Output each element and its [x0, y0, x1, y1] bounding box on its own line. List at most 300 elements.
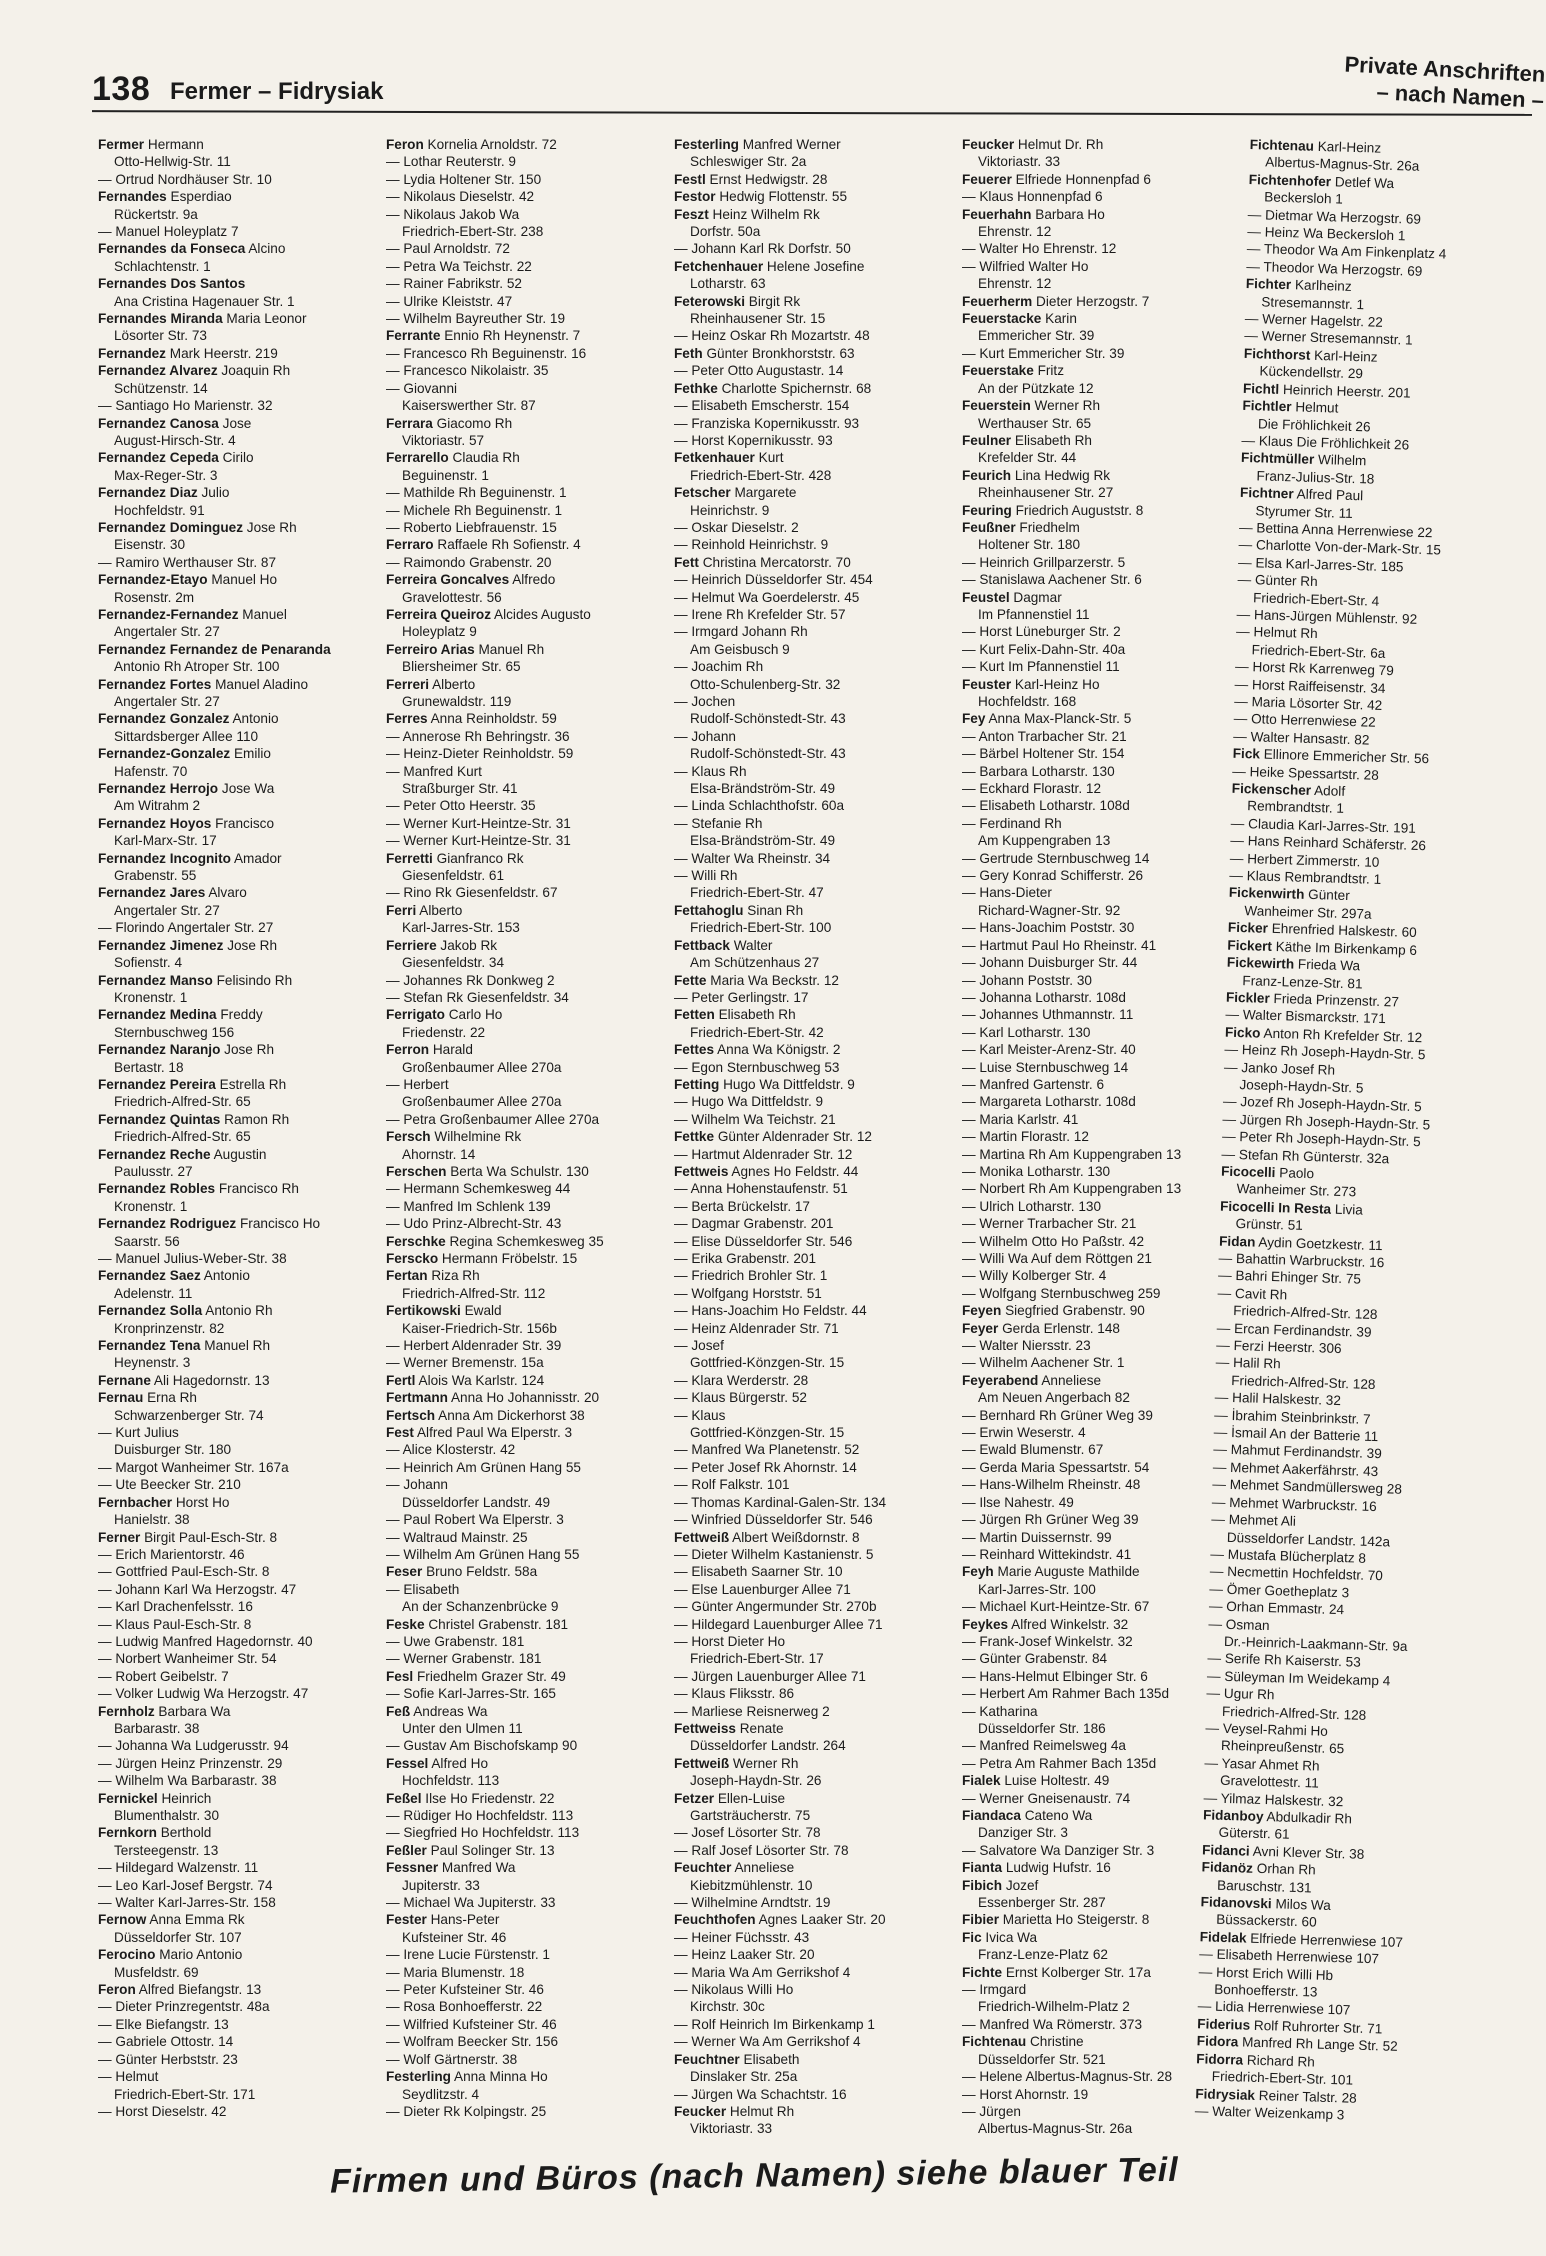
directory-entry-same-surname: — Anton Trarbacher Str. 21: [962, 728, 1127, 744]
directory-entry-same-surname: — Francesco Nikolaistr. 35: [386, 363, 549, 379]
entry-address-continuation: Rosenstr. 2m: [114, 589, 195, 605]
entry-details: Paul Solinger Str. 13: [430, 1842, 555, 1858]
directory-entry: [674, 206, 958, 223]
entry-surname: Ficocelli: [1220, 1163, 1276, 1181]
directory-entry: [98, 519, 382, 536]
directory-entry-same-surname: — Elisabeth Emscherstr. 154: [674, 398, 850, 414]
directory-entry-same-surname: — Stefan Rh Günterstr. 32a: [1221, 1146, 1390, 1166]
directory-entry-same-surname: — Salvatore Wa Danziger Str. 3: [962, 1842, 1155, 1858]
entry-surname: Fernandez Solla: [98, 1303, 203, 1319]
entry-address-continuation: Rückertstr. 9a: [114, 206, 198, 222]
directory-entry-same-surname: — Winfried Düsseldorfer Str. 546: [674, 1512, 873, 1528]
entry-surname: Fernandez Gonzalez: [98, 711, 230, 727]
entry-address-continuation: Karl-Jarres-Str. 100: [978, 1581, 1096, 1597]
directory-entry-same-surname: — Wilfried Kufsteiner Str. 46: [386, 2016, 557, 2032]
directory-entry-same-surname: — Florindo Angertaler Str. 27: [98, 920, 274, 936]
entry-details: Augustin: [213, 1146, 267, 1162]
entry-surname: Fianta: [962, 1860, 1003, 1876]
entry-address-continuation: Kufsteiner Str. 46: [402, 1929, 507, 1945]
entry-details: Berthold: [160, 1825, 212, 1841]
entry-details: Helmut: [1295, 399, 1339, 416]
entry-surname: Fickert: [1227, 937, 1273, 954]
entry-details: Helmut Rh: [729, 2103, 795, 2119]
entry-details: Christine: [1029, 2034, 1084, 2050]
directory-entry: [98, 345, 382, 362]
entry-details: Maria Leonor: [226, 311, 307, 327]
directory-entry-same-surname: — Hans-Dieter: [962, 885, 1052, 901]
entry-surname: Feuerer: [962, 171, 1012, 187]
entry-details: Jose Rh: [227, 937, 278, 953]
directory-entry: [98, 1372, 382, 1389]
directory-entry: [386, 1128, 670, 1145]
entry-surname: Feser: [386, 1564, 423, 1580]
directory-entry-same-surname: — Johann Duisburger Str. 44: [962, 955, 1138, 971]
entry-surname: Festerling: [674, 137, 739, 152]
directory-entry-same-surname: — Hildegard Walzenstr. 11: [98, 1860, 259, 1876]
entry-address-continuation: Viktoriastr. 57: [402, 432, 485, 448]
entry-details: Berta Wa Schulstr. 130: [450, 1163, 589, 1179]
directory-entry-same-surname: — Wilhelm Am Grünen Hang 55: [386, 1546, 580, 1562]
directory-entry-same-surname: — Martina Rh Am Kuppengraben 13: [962, 1146, 1182, 1162]
directory-entry-same-surname: — Wilhelm Wa Barbarastr. 38: [98, 1773, 277, 1789]
entry-details: Mario Antonio: [159, 1947, 243, 1963]
directory-entry-same-surname: — Nikolaus Jakob Wa: [386, 206, 520, 222]
directory-entry-continuation: [98, 832, 382, 849]
entry-surname: Fernandez Jares: [98, 885, 206, 901]
entry-address-continuation: Kronprinzenstr. 82: [114, 1320, 225, 1336]
directory-entry-same-surname: — Wilfried Walter Ho: [962, 258, 1089, 274]
directory-entry-same-surname: — Josef: [674, 1338, 724, 1354]
directory-entry-same-surname: — Mathilde Rh Beguinenstr. 1: [386, 485, 567, 501]
directory-entry: [674, 136, 958, 153]
entry-surname: Ferretti: [386, 850, 433, 866]
entry-details: Karlheinz: [1294, 277, 1352, 295]
directory-entry: [98, 1911, 382, 1928]
entry-surname: Fichthorst: [1243, 345, 1311, 363]
directory-entry-same-surname: — Wolfgang Sternbuschweg 259: [962, 1285, 1161, 1301]
entry-address-continuation: Schlachtenstr. 1: [114, 258, 211, 274]
entry-surname: Fey: [962, 711, 986, 727]
directory-entry-same-surname: — Horst Lüneburger Str. 2: [962, 624, 1121, 640]
entry-surname: Fernickel: [98, 1790, 158, 1806]
entry-details: Elisabeth: [743, 2051, 800, 2067]
directory-entry-same-surname: — Maria Wa Am Gerrikshof 4: [674, 1964, 851, 1980]
entry-address-continuation: Dr.-Heinrich-Laakmann-Str. 9a: [1223, 1633, 1408, 1654]
directory-entry-same-surname: — Mehmet Warbruckstr. 16: [1211, 1494, 1377, 1514]
directory-entry-same-surname: — Ulrich Lotharstr. 130: [962, 1198, 1102, 1214]
entry-details: Francisco Rh: [218, 1181, 299, 1197]
entry-details: Karl-Heinz Ho: [1014, 676, 1100, 692]
section-label-line-1: Private Anschriften: [1344, 51, 1546, 87]
entry-details: Dieter Herzogstr. 7: [1036, 293, 1150, 309]
directory-entry-same-surname: — Theodor Wa Am Finkenplatz 4: [1246, 241, 1447, 262]
entry-address-continuation: Düsseldorfer Landstr. 49: [402, 1494, 551, 1510]
entry-details: Anna Reinholdstr. 59: [430, 711, 557, 727]
entry-details: Christina Mercatorstr. 70: [702, 554, 851, 570]
entry-surname: Fichtner: [1239, 484, 1294, 502]
directory-entry: [962, 467, 1246, 484]
directory-entry: [386, 1842, 670, 1859]
directory-entry-same-surname: — Peter Gerlingstr. 17: [674, 989, 809, 1005]
directory-entry-same-surname: — Herbert Zimmerstr. 10: [1229, 850, 1380, 870]
entry-surname: Fernholz: [98, 1703, 155, 1719]
directory-entry-continuation: [674, 641, 958, 658]
directory-entry-continuation: [98, 867, 382, 884]
directory-entry: [98, 1946, 382, 1963]
entry-surname: Feulner: [962, 432, 1012, 448]
entry-details: Karin: [1045, 311, 1077, 327]
entry-address-continuation: Viktoriastr. 33: [978, 154, 1061, 170]
directory-entry-continuation: [386, 432, 670, 449]
directory-entry: [386, 136, 670, 153]
directory-entry-same-surname: — Thomas Kardinal-Galen-Str. 134: [674, 1494, 887, 1510]
directory-entry: [98, 1389, 382, 1406]
directory-entry-same-surname: — Manuel Holeyplatz 7: [98, 224, 239, 240]
directory-entry: [386, 415, 670, 432]
directory-entry-same-surname: — Hans-Joachim Poststr. 30: [962, 920, 1135, 936]
entry-address-continuation: Kaiser-Friedrich-Str. 156b: [402, 1320, 557, 1336]
directory-entry: [674, 1755, 958, 1772]
directory-entry: [962, 1372, 1246, 1389]
entry-surname: Fidan: [1218, 1233, 1256, 1250]
directory-entry-same-surname: — Lothar Reuterstr. 9: [386, 154, 516, 170]
directory-entry-same-surname: — Ulrike Kleiststr. 47: [386, 293, 513, 309]
entry-surname: Feuerstein: [962, 398, 1031, 414]
entry-details: Elfriede Honnenpfad 6: [1015, 171, 1151, 187]
directory-entry-same-surname: — Cavit Rh: [1217, 1285, 1288, 1303]
entry-address-continuation: Friedrich-Alfred-Str. 65: [114, 1129, 251, 1145]
directory-entry-same-surname: — Roberto Liebfrauenstr. 15: [386, 519, 557, 535]
directory-entry-continuation: [98, 1807, 382, 1824]
directory-entry-same-surname: — Charlotte Von-der-Mark-Str. 15: [1238, 537, 1442, 558]
entry-surname: Ferres: [386, 711, 428, 727]
directory-entry-same-surname: — Walter Hansastr. 82: [1233, 728, 1370, 748]
directory-entry: [674, 2051, 958, 2068]
entry-address-continuation: Franz-Julius-Str. 18: [1256, 468, 1375, 487]
directory-entry: [962, 502, 1246, 519]
directory-entry-same-surname: — Klaus Rh: [674, 763, 747, 779]
entry-details: Hans-Peter: [430, 1912, 500, 1928]
entry-address-continuation: Gravelottestr. 56: [402, 589, 502, 605]
directory-entry-same-surname: — Oskar Dieselstr. 2: [674, 519, 799, 535]
directory-entry-same-surname: — Wolf Gärtnerstr. 38: [386, 2051, 518, 2067]
directory-entry-same-surname: — Heinz Aldenrader Str. 71: [674, 1320, 839, 1336]
directory-entry-continuation: [98, 1407, 382, 1424]
directory-entry: [98, 745, 382, 762]
entry-address-continuation: Büssackerstr. 60: [1215, 1912, 1317, 1930]
entry-address-continuation: Karl-Jarres-Str. 153: [402, 920, 520, 936]
directory-entry-same-surname: — Raimondo Grabenstr. 20: [386, 554, 552, 570]
directory-entry-same-surname: — Irene Lucie Fürstenstr. 1: [386, 1947, 550, 1963]
directory-entry-same-surname: — Dietmar Wa Herzogstr. 69: [1247, 206, 1422, 227]
entry-details: Anna Am Dickerhorst 38: [438, 1407, 585, 1423]
entry-address-continuation: Düsseldorfer Str. 107: [114, 1929, 242, 1945]
directory-entry-same-surname: — Bernhard Rh Grüner Weg 39: [962, 1407, 1153, 1423]
entry-address-continuation: Sternbuschweg 156: [114, 1024, 235, 1040]
directory-entry-same-surname: — Paul Arnoldstr. 72: [386, 241, 510, 257]
directory-entry: [674, 484, 958, 501]
directory-entry-same-surname: — Dagmar Grabenstr. 201: [674, 1216, 834, 1232]
entry-address-continuation: Rheinhausener Str. 15: [690, 311, 826, 327]
directory-entry-same-surname: — Günter Angermunder Str. 270b: [674, 1599, 877, 1615]
directory-entry-same-surname: — Heinrich Am Grünen Hang 55: [386, 1459, 581, 1475]
directory-entry-same-surname: — Horst Dieter Ho: [674, 1633, 786, 1649]
directory-entry-same-surname: — Norbert Wanheimer Str. 54: [98, 1651, 277, 1667]
directory-entry-continuation: [98, 467, 382, 484]
entry-details: Manuel Rh: [204, 1338, 271, 1354]
directory-entry-continuation: [98, 1511, 382, 1528]
directory-entry-continuation: [386, 780, 670, 797]
directory-entry-continuation: [98, 1720, 382, 1737]
entry-address-continuation: Straßburger Str. 41: [402, 781, 518, 797]
entry-address-continuation: Bliersheimer Str. 65: [402, 659, 521, 675]
directory-entry-same-surname: — Erika Grabenstr. 201: [674, 1251, 817, 1266]
directory-entry-same-surname: — Serife Rh Kaiserstr. 53: [1207, 1650, 1362, 1671]
directory-entry-same-surname: — Helmut Rh: [1235, 624, 1318, 642]
directory-entry: [98, 1006, 382, 1023]
directory-entry-same-surname: — Rolf Falkstr. 101: [674, 1477, 790, 1493]
directory-entry: [674, 1911, 958, 1928]
entry-details: Jakob Rk: [440, 937, 498, 953]
directory-entry-same-surname: — Wolfgang Horststr. 51: [674, 1285, 822, 1301]
directory-entry-same-surname: — Werner Bremenstr. 15a: [386, 1355, 544, 1371]
directory-entry: [386, 902, 670, 919]
entry-details: Felisindo Rh: [216, 972, 293, 988]
entry-address-continuation: Gottfried-Könzgen-Str. 15: [690, 1425, 845, 1441]
entry-surname: Fernandez Pereira: [98, 1076, 216, 1092]
directory-entry-same-surname: — Jozef Rh Joseph-Haydn-Str. 5: [1222, 1093, 1422, 1115]
directory-entry: [98, 1494, 382, 1511]
directory-entry-continuation: [98, 258, 382, 275]
directory-entry: [98, 815, 382, 832]
entry-details: Siegfried Grabenstr. 90: [1005, 1303, 1145, 1319]
entry-details: Antonio: [232, 711, 279, 727]
directory-entry: [98, 676, 382, 693]
directory-entry-same-surname: — Hartmut Paul Ho Rheinstr. 41: [962, 937, 1157, 953]
directory-entry: [674, 1006, 958, 1023]
entry-details: Günter: [1307, 887, 1350, 904]
directory-entry-same-surname: — Gustav Am Bischofskamp 90: [386, 1738, 578, 1754]
entry-address-continuation: Friedrich-Ebert-Str. 17: [690, 1651, 824, 1667]
directory-entry: [98, 310, 382, 327]
entry-details: Ernst Kolberger Str. 17a: [1005, 1964, 1151, 1980]
entry-surname: Fertmann: [386, 1390, 448, 1406]
directory-entry-continuation: [386, 623, 670, 640]
entry-surname: Ferron: [386, 1042, 430, 1058]
entry-address-continuation: Heinrichstr. 9: [690, 502, 770, 518]
entry-address-continuation: Max-Reger-Str. 3: [114, 467, 218, 483]
directory-entry-same-surname: — Ralf Josef Lösorter Str. 78: [674, 1842, 849, 1858]
entry-surname: Fidanovski: [1200, 1894, 1272, 1912]
directory-entry: [386, 571, 670, 588]
directory-entry-continuation: [98, 153, 382, 170]
directory-entry-same-surname: — Francesco Rh Beguinenstr. 16: [386, 345, 587, 361]
directory-entry: [962, 1616, 1246, 1633]
entry-surname: Ferreiro Arias: [386, 641, 475, 657]
entry-surname: Fidanöz: [1201, 1859, 1254, 1876]
entry-details: Alfred Paul: [1296, 486, 1364, 504]
entry-details: Emilio: [233, 746, 271, 762]
entry-address-continuation: Antonio Rh Atroper Str. 100: [114, 659, 280, 675]
directory-entry-same-surname: — Gabriele Ottostr. 14: [98, 2034, 234, 2050]
entry-surname: Fernandez Hoyos: [98, 815, 212, 831]
directory-entry-same-surname: — Yilmaz Halskestr. 32: [1203, 1789, 1344, 1809]
directory-entry-continuation: [98, 1093, 382, 1110]
entry-surname: Fic: [962, 1929, 982, 1945]
entry-details: Alfredo: [512, 572, 556, 588]
entry-details: Bruno Feldstr. 58a: [426, 1564, 538, 1580]
entry-details: Ennio Rh Heynenstr. 7: [444, 328, 581, 344]
entry-address-continuation: Schützenstr. 14: [114, 380, 208, 396]
entry-details: Ewald: [464, 1303, 502, 1319]
directory-entry: [98, 571, 382, 588]
entry-surname: Fickler: [1225, 989, 1270, 1006]
entry-address-continuation: Albertus-Magnus-Str. 26a: [978, 2121, 1133, 2137]
entry-details: Anneliese: [1041, 1372, 1102, 1388]
directory-entry-same-surname: — Siegfried Ho Hochfeldstr. 113: [386, 1825, 580, 1841]
entry-surname: Ficker: [1227, 919, 1269, 937]
entry-address-continuation: Friedrich-Alfred-Str. 128: [1231, 1372, 1376, 1392]
directory-entry-same-surname: — Halil Halskestr. 32: [1214, 1389, 1342, 1409]
directory-entry-same-surname: — Alice Klosterstr. 42: [386, 1442, 516, 1458]
entry-address-continuation: Essenberger Str. 287: [978, 1895, 1106, 1911]
entry-details: Jose: [222, 415, 252, 431]
directory-entry-continuation: [386, 467, 670, 484]
directory-entry: [674, 1790, 958, 1807]
directory-entry-same-surname: — Ferzi Heerstr. 306: [1216, 1337, 1342, 1357]
directory-entry: [386, 449, 670, 466]
directory-entry-continuation: [386, 1059, 670, 1076]
entry-surname: Ferocino: [98, 1947, 156, 1963]
directory-entry-continuation: [674, 710, 958, 727]
entry-surname: Feth: [674, 345, 703, 361]
entry-address-continuation: Grabenstr. 55: [114, 868, 197, 884]
entry-details: Mark Heerstr. 219: [169, 345, 278, 361]
directory-entry-continuation: [98, 293, 382, 310]
directory-entry: [962, 1320, 1246, 1337]
directory-entry-same-surname: — Heinz Oskar Rh Mozartstr. 48: [674, 328, 870, 344]
directory-entry-same-surname: — Manuel Julius-Weber-Str. 38: [98, 1251, 287, 1266]
entry-surname: Feyh: [962, 1564, 994, 1580]
entry-details: Maria Wa Beckstr. 12: [710, 972, 839, 988]
entry-address-continuation: Friedrich-Wilhelm-Platz 2: [978, 1999, 1130, 2015]
directory-entry-continuation: [98, 206, 382, 223]
entry-surname: Fibier: [962, 1912, 1000, 1928]
entry-details: Agnes Ho Feldstr. 44: [731, 1163, 859, 1179]
directory-entry-continuation: [962, 536, 1246, 553]
entry-surname: Ferrarello: [386, 450, 449, 466]
entry-details: Barbara Wa: [158, 1703, 231, 1719]
directory-entry-same-surname: — Willy Kolberger Str. 4: [962, 1268, 1107, 1284]
entry-surname: Feterowski: [674, 293, 746, 309]
entry-address-continuation: Friedrich-Ebert-Str. 100: [690, 920, 832, 936]
directory-entry-same-surname: — Jürgen Rh Joseph-Haydn-Str. 5: [1222, 1111, 1431, 1133]
directory-entry-same-surname: — Johann: [674, 728, 736, 744]
directory-entry-same-surname: — Nikolaus Willi Ho: [674, 1982, 794, 1998]
directory-entry-same-surname: — Jürgen: [962, 2103, 1021, 2119]
entry-address-continuation: Richard-Wagner-Str. 92: [978, 902, 1121, 918]
directory-entry: [674, 972, 958, 989]
entry-details: Frieda Wa: [1297, 956, 1361, 974]
directory-entry-same-surname: — Kurt Julius: [98, 1425, 179, 1441]
directory-entry-same-surname: — Günter Grabenstr. 84: [962, 1651, 1108, 1667]
directory-entry: [386, 676, 670, 693]
entry-details: Alvaro: [208, 885, 247, 901]
directory-entry: [98, 188, 382, 205]
directory-entry-continuation: [386, 1598, 670, 1615]
entry-details: Helmut Dr. Rh: [1017, 137, 1104, 152]
entry-surname: Feuring: [962, 502, 1012, 518]
directory-entry-same-surname: — Gertrude Sternbuschweg 14: [962, 850, 1150, 866]
directory-entry: [98, 415, 382, 432]
directory-entry-continuation: [674, 153, 958, 170]
entry-surname: Fichtenau: [1249, 136, 1315, 154]
directory-entry: [962, 589, 1246, 606]
directory-entry-same-surname: — Johann Karl Rk Dorfstr. 50: [674, 241, 851, 257]
directory-entry-same-surname: — Dieter Prinzregentstr. 48a: [98, 1999, 270, 2015]
directory-entry-same-surname: — Michele Rh Beguinenstr. 1: [386, 502, 563, 518]
directory-entry-continuation: [962, 1720, 1246, 1737]
directory-entry-same-surname: — Stefan Rk Giesenfeldstr. 34: [386, 989, 569, 1005]
entry-details: Claudia Rh: [452, 450, 520, 466]
entry-details: Amador: [233, 850, 282, 866]
directory-entry-same-surname: — Franziska Kopernikusstr. 93: [674, 415, 860, 431]
directory-entry-same-surname: — Santiago Ho Marienstr. 32: [98, 398, 273, 414]
directory-entry: [962, 206, 1246, 223]
directory-entry-same-surname: — Erich Marientorstr. 46: [98, 1546, 245, 1562]
directory-entry-continuation: [674, 676, 958, 693]
directory-entry-same-surname: — Manfred Kurt: [386, 763, 482, 779]
directory-entry: [386, 327, 670, 344]
directory-entry: [98, 710, 382, 727]
entry-surname: Fernandez Fernandez de Penaranda: [98, 641, 331, 657]
entry-surname: Fernandez Herrojo: [98, 781, 219, 797]
entry-address-continuation: Franz-Lenze-Platz 62: [978, 1947, 1108, 1963]
directory-entry: [98, 240, 382, 257]
directory-entry-continuation: [98, 1233, 382, 1250]
directory-entry-same-surname: — Werner Grabenstr. 181: [386, 1651, 542, 1667]
directory-entry-continuation: [98, 728, 382, 745]
entry-surname: Fernandez Quintas: [98, 1111, 221, 1127]
directory-entry-same-surname: — Helmut Wa Goerdelerstr. 45: [674, 589, 860, 605]
directory-entry-continuation: [98, 989, 382, 1006]
directory-entry-same-surname: — Egon Sternbuschweg 53: [674, 1059, 840, 1075]
directory-entry-continuation: [962, 1389, 1246, 1406]
directory-entry-same-surname: — Walter Bismarckstr. 171: [1225, 1006, 1386, 1027]
directory-entry: [386, 1668, 670, 1685]
directory-entry-continuation: [98, 1964, 382, 1981]
directory-entry-continuation: [98, 1354, 382, 1371]
directory-entry-same-surname: — Heinz Laaker Str. 20: [674, 1947, 815, 1963]
entry-surname: Fersch: [386, 1129, 431, 1145]
directory-entry-continuation: [98, 1842, 382, 1859]
directory-entry-continuation: [386, 223, 670, 240]
entry-address-continuation: Am Schützenhaus 27: [690, 955, 820, 971]
entry-surname: Fernandez Dominguez: [98, 519, 244, 535]
entry-surname: Fernandez Tena: [98, 1338, 201, 1354]
entry-surname: Fernow: [98, 1912, 147, 1928]
directory-entry-same-surname: — Giovanni: [386, 380, 458, 396]
directory-entry: [386, 641, 670, 658]
entry-details: Manuel Ho: [211, 572, 278, 588]
entry-details: Agnes Laaker Str. 20: [758, 1912, 886, 1928]
entry-details: Alcino: [248, 241, 286, 257]
section-label-line-2: – nach Namen –: [1376, 79, 1545, 113]
entry-details: Antonio: [203, 1268, 250, 1284]
entry-details: Charlotte Spichernstr. 68: [721, 380, 872, 396]
directory-entry-same-surname: — Berta Brückelstr. 17: [674, 1198, 810, 1214]
directory-entry-same-surname: — Stefanie Rh: [674, 815, 763, 831]
